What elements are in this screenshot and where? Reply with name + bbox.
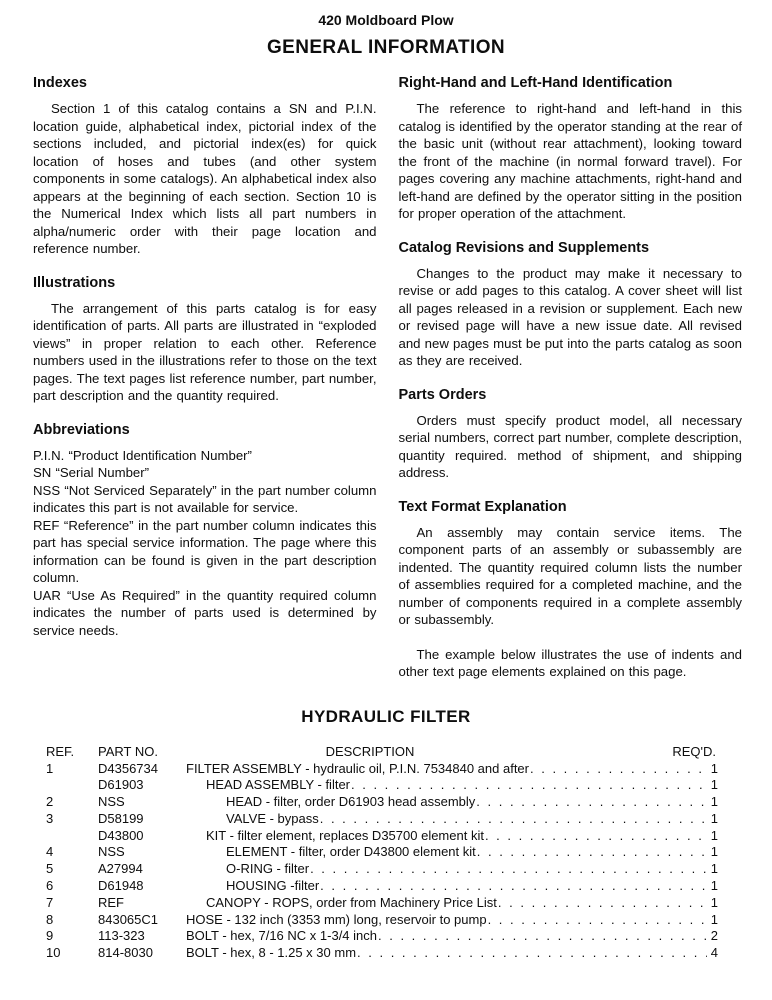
quantity-cell: 1 (710, 861, 718, 877)
description-text: KIT - filter element, replaces D35700 element kit (206, 827, 484, 843)
ref-cell: 10 (46, 945, 61, 961)
paragraph: The example below illustrates the use of indents and other text page elements explained on this page. (398, 646, 742, 679)
paragraph: UAR “Use As Required” in the quantity required column indicates the number of parts used is determined by service needs. (33, 587, 377, 638)
section-heading: Indexes (33, 75, 87, 91)
text-section (33, 422, 377, 640)
description-text: HEAD - filter, order D61903 head assembly (226, 794, 476, 810)
paragraph: Section 1 of this catalog contains a SN and P.I.N. location guide, alphabetical index, pictorial index of the sections included, and pictorial index(es) for quick location of hoses and tubes (and other system components in some catalogs). An alphabetical index also appears at the beginning of each section. Section 10 is the Numerical Index which lists all part numbers in alpha/numeric order with their page location and reference number. (33, 101, 377, 256)
parts-table-section (0, 707, 772, 963)
description-text: HOSE - 132 inch (3353 mm) long, reservoir to pump (186, 911, 487, 927)
description-cell (186, 828, 718, 845)
description-text: ELEMENT - filter, order D43800 element kit (226, 844, 476, 860)
description-text: CANOPY - ROPS, order from Machinery Price List (206, 894, 497, 910)
description-cell (186, 811, 718, 828)
quantity-cell: 1 (710, 844, 718, 860)
description-text: HEAD ASSEMBLY - filter (206, 777, 351, 793)
table-header-row (46, 743, 718, 760)
description-cell (186, 912, 718, 929)
quantity-cell: 1 (710, 760, 718, 776)
table-body (46, 761, 718, 963)
description-text: VALVE - bypass (226, 810, 319, 826)
part-number-cell: NSS (98, 844, 125, 860)
section-heading: Catalog Revisions and Supplements (398, 239, 650, 256)
description-cell (186, 945, 718, 962)
quantity-cell: 1 (710, 810, 718, 826)
ref-cell: 9 (46, 928, 54, 944)
ref-cell: 7 (46, 894, 54, 910)
parts-table (46, 743, 718, 963)
text-section (399, 240, 743, 370)
table-row (46, 895, 718, 912)
part-number-cell: 113-323 (98, 928, 145, 944)
ref-cell: 5 (46, 861, 54, 877)
ref-cell: 8 (46, 911, 54, 927)
dot-leader (476, 794, 707, 811)
document-header (0, 0, 772, 59)
table-row (46, 761, 718, 778)
description-text: BOLT - hex, 8 - 1.25 x 30 mm (186, 945, 357, 961)
table-title: HYDRAULIC FILTER (301, 706, 471, 726)
table-row (46, 811, 718, 828)
paragraph: REF “Reference” in the part number column indicates this part has special service information. The page where this information can be found is given in the part description column. (33, 517, 377, 585)
part-number-cell: D61948 (98, 878, 144, 894)
header-description: DESCRIPTION (325, 743, 415, 759)
ref-cell: 1 (46, 760, 54, 776)
text-section (399, 499, 743, 681)
table-row (46, 861, 718, 878)
table-row (46, 828, 718, 845)
dot-leader (310, 861, 707, 878)
quantity-cell: 1 (710, 827, 718, 843)
ref-cell: 6 (46, 878, 54, 894)
model-title: 420 Moldboard Plow (318, 12, 454, 28)
quantity-cell: 1 (710, 911, 718, 927)
text-section (33, 75, 377, 258)
paragraph: SN “Serial Number” (33, 465, 150, 480)
dot-leader (351, 777, 707, 794)
part-number-cell: REF (98, 894, 124, 910)
dot-leader (378, 928, 707, 945)
header-reqd: REQ'D. (672, 743, 716, 759)
description-cell (186, 844, 718, 861)
description-cell (186, 861, 718, 878)
quantity-cell: 2 (710, 928, 718, 944)
section-heading: Illustrations (33, 274, 116, 291)
ref-cell: 3 (46, 810, 54, 826)
part-number-cell: 814-8030 (98, 945, 153, 961)
quantity-cell: 1 (710, 794, 718, 810)
dot-leader (477, 844, 707, 861)
part-number-cell: A27994 (98, 861, 143, 877)
paragraph: Orders must specify product model, all necessary serial numbers, correct part number, complete description, quantity required. method of shipment, and shipping address. (398, 412, 742, 480)
header-ref: REF. (46, 743, 75, 759)
table-row (46, 945, 718, 962)
quantity-cell: 1 (710, 777, 718, 793)
text-section (399, 387, 743, 482)
dot-leader (498, 895, 707, 912)
description-cell (186, 928, 718, 945)
text-section (33, 275, 377, 405)
table-row (46, 878, 718, 895)
section-heading: Text Format Explanation (398, 498, 567, 515)
paragraph: P.I.N. “Product Identification Number” (33, 447, 252, 463)
right-column (399, 61, 743, 681)
part-number-cell: D61903 (98, 777, 144, 793)
table-row (46, 928, 718, 945)
paragraph: Changes to the product may make it necessary to revise or add pages to this catalog. A cover sheet will list all pages released in a revision or supplement. Each new or revised page will have a new issue date. All revised and new pages must be put into the parts catalog as soon as they are received. (398, 265, 742, 368)
quantity-cell: 1 (710, 894, 718, 910)
header-part-no: PART NO. (98, 743, 158, 759)
description-text: FILTER ASSEMBLY - hydraulic oil, P.I.N. 7534840 and after (186, 760, 529, 776)
description-text: O-RING - filter (226, 861, 310, 877)
part-number-cell: D43800 (98, 827, 144, 843)
left-column (33, 61, 377, 681)
section-heading: Right-Hand and Left-Hand Identification (398, 75, 673, 91)
text-section (399, 75, 743, 223)
section-heading: Abbreviations (33, 421, 130, 438)
section-heading: Parts Orders (398, 386, 487, 403)
part-number-cell: 843065C1 (98, 911, 158, 927)
two-column-body (0, 59, 772, 681)
table-row (46, 912, 718, 929)
dot-leader (357, 945, 707, 962)
part-number-cell: D58199 (98, 810, 144, 826)
paragraph: The arrangement of this parts catalog is for easy identification of parts. All parts are illustrated in “exploded views” in proper relation to each other. Reference numbers used in the illustrations refer to those on the text pages. The text pages list reference number, part number, part description and the quantity required. (33, 300, 377, 403)
part-number-cell: NSS (98, 794, 125, 810)
part-number-cell: D4356734 (98, 760, 158, 776)
dot-leader (320, 811, 707, 828)
quantity-cell: 4 (710, 945, 718, 961)
ref-cell: 4 (46, 844, 54, 860)
description-text: BOLT - hex, 7/16 NC x 1-3/4 inch (186, 928, 377, 944)
paragraph: An assembly may contain service items. The component parts of an assembly or subassembly are indented. The quantity required column lists the number of assemblies required for a completed machine, and the number of components required in a complete assembly or subassembly. (398, 524, 742, 627)
paragraph: NSS “Not Serviced Separately” in the part number column indicates this part is not available for service. (33, 482, 377, 515)
dot-leader (485, 828, 707, 845)
table-row (46, 844, 718, 861)
dot-leader (320, 878, 707, 895)
description-cell (186, 878, 718, 895)
description-cell (186, 761, 718, 778)
table-row (46, 794, 718, 811)
page-title: GENERAL INFORMATION (266, 37, 506, 58)
dot-leader (530, 761, 707, 778)
quantity-cell: 1 (710, 878, 718, 894)
paragraph: The reference to right-hand and left-hand in this catalog is identified by the operator standing at the rear of the basic unit (without rear attachment), looking toward the front of the machine (in normal forward travel). For pages covering any machine attachments, right-hand and left-hand are defined by the operator sitting in the position for proper operation of the attachment. (398, 101, 742, 221)
description-cell (186, 777, 718, 794)
table-row (46, 777, 718, 794)
description-text: HOUSING -filter (226, 878, 320, 894)
ref-cell: 2 (46, 794, 54, 810)
dot-leader (488, 912, 707, 929)
description-cell (186, 794, 718, 811)
description-cell (186, 895, 718, 912)
